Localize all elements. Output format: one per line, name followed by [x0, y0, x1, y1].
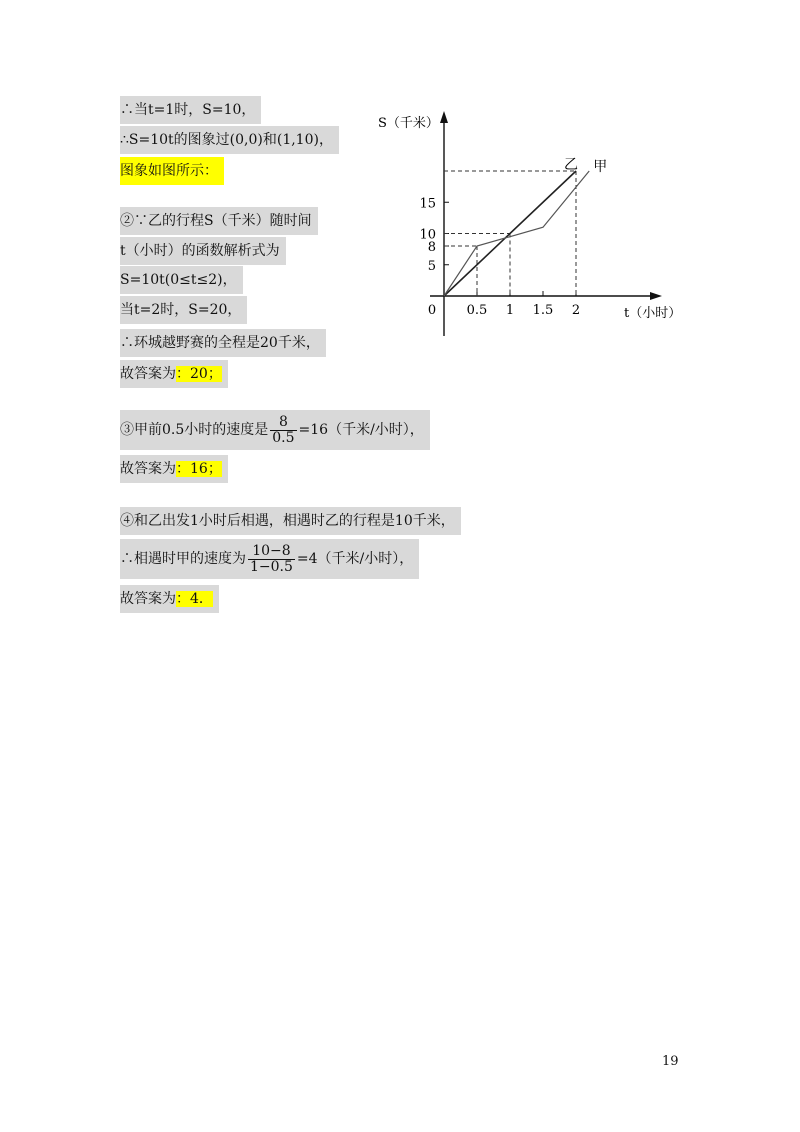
line-3: 图象如图所示： — [120, 157, 224, 185]
line-4: ②∵乙的行程S（千米）随时间 — [120, 207, 318, 235]
x-tick-label: 0 — [427, 303, 437, 318]
line-14 — [120, 585, 219, 613]
x-axis-arrow — [650, 292, 662, 300]
fraction-1-num: 8 — [270, 415, 296, 431]
line-13 — [120, 539, 419, 579]
line-10-prefix: ③甲前0.5小时的速度是 — [120, 422, 269, 438]
series-label-2: 甲 — [593, 159, 608, 175]
page-number: 19 — [662, 1054, 679, 1069]
line-12: ④和乙出发1小时后相遇，相遇时乙的行程是10千米， — [120, 507, 461, 535]
answer-prefix: 故答案为 — [120, 461, 176, 477]
line-7: 当t=2时，S=20， — [120, 296, 247, 324]
answer-prefix: 故答案为 — [120, 591, 176, 607]
fraction-2-den: 1−0.5 — [250, 558, 293, 575]
fraction-2 — [248, 544, 295, 575]
y-tick-label: 15 — [419, 196, 436, 212]
y-tick-label: 5 — [427, 258, 436, 274]
line-1: ∴当t=1时，S=10， — [120, 96, 261, 124]
line-2: ∴S=10t的图象过(0,0)和(1,10)， — [120, 126, 339, 154]
x-tick-label: 2 — [571, 303, 581, 318]
line-6: S=10t(0≤t≤2)， — [120, 266, 243, 294]
x-tick-label: 0.5 — [466, 303, 488, 318]
line-5: t（小时）的函数解析式为 — [120, 237, 286, 265]
series-label-1: 乙 — [564, 157, 578, 173]
fraction-2-num: 10−8 — [248, 544, 295, 560]
answer-value: ：20； — [176, 366, 222, 382]
fraction-1-den: 0.5 — [272, 429, 295, 446]
answer-value: ：16； — [176, 461, 222, 477]
answer-prefix: 故答案为 — [120, 366, 176, 382]
x-axis-label: t（小时） — [624, 306, 682, 321]
y-tick-label: 8 — [427, 240, 436, 255]
line-10-suffix: =16（千米/小时）， — [298, 422, 424, 438]
y-axis-arrow — [440, 111, 448, 123]
line-11 — [120, 455, 228, 483]
line-9 — [120, 360, 228, 388]
answer-value: ：4． — [176, 591, 213, 607]
line-8: ∴环城越野赛的全程是20千米， — [120, 329, 326, 357]
fraction-1 — [270, 415, 296, 446]
x-tick-label: 1 — [505, 303, 515, 318]
x-tick-label: 1.5 — [532, 303, 554, 318]
line-13-prefix: ∴相遇时甲的速度为 — [120, 551, 246, 567]
line-13-suffix: =4（千米/小时）， — [296, 551, 414, 567]
distance-time-graph — [370, 105, 682, 345]
y-axis-label: S（千米） — [378, 116, 439, 131]
y-tick-label: 10 — [419, 227, 436, 243]
line-10 — [120, 410, 430, 450]
